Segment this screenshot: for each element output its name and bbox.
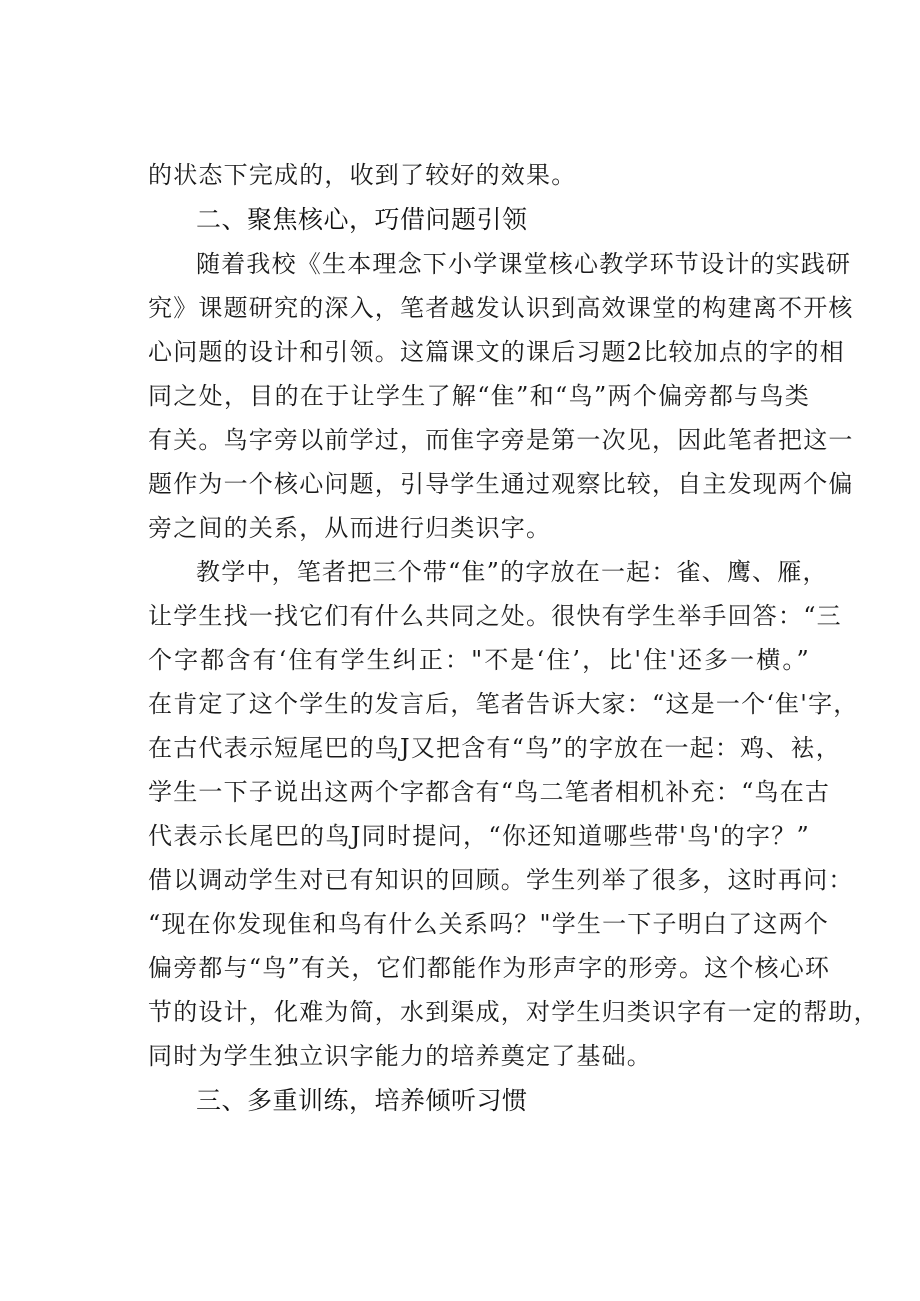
text-line: 题作为一个核心问题，引导学生通过观察比较，自主发现两个偏	[148, 470, 854, 498]
section-heading-2: 二、聚焦核心，巧借问题引领	[196, 205, 528, 234]
text-line: 同之处，目的在于让学生了解“隹”和“鸟”两个偏旁都与鸟类	[148, 382, 810, 410]
paragraph-tail: 的状态下完成的，收到了较好的效果。	[148, 161, 577, 189]
text-line: 旁之间的关系，从而进行归类识字。	[148, 514, 552, 542]
text-line: 究》课题研究的深入，笔者越发认识到高效课堂的构建离不开核	[148, 294, 854, 322]
text-line: “现在你发现隹和鸟有什么关系吗？"学生一下子明白了这两个	[148, 910, 829, 938]
text-line: 随着我校《生本理念下小学课堂核心教学环节设计的实践研	[196, 250, 852, 278]
text-line: 让学生找一找它们有什么共同之处。很快有学生举手回答：“三	[148, 602, 842, 630]
text-line: 个字都含有‘住有学生纠正："不是‘住’，比'住'还多一横。”	[148, 646, 810, 674]
text-line: 偏旁都与“鸟”有关，它们都能作为形声字的形旁。这个核心环	[148, 954, 831, 982]
text-line: 代表示长尾巴的鸟J同时提问，“你还知道哪些带'鸟'的字？”	[148, 822, 810, 850]
text-line: 心问题的设计和引领。这篇课文的课后习题2比较加点的字的相	[148, 338, 845, 366]
text-line: 学生一下子说出这两个字都含有“鸟二笔者相机补充：“鸟在古	[148, 778, 831, 806]
text-line: 教学中，笔者把三个带“隹”的字放在一起：雀、鹰、雁，	[196, 558, 828, 586]
section-heading-3: 三、多重训练，培养倾听习惯	[196, 1086, 528, 1115]
text-line: 同时为学生独立识字能力的培养奠定了基础。	[148, 1042, 652, 1070]
text-line: 有关。鸟字旁以前学过，而隹字旁是第一次见，因此笔者把这一	[148, 426, 854, 454]
text-line: 借以调动学生对已有知识的回顾。学生列举了很多，这时再问：	[148, 866, 854, 894]
text-line: 在古代表示短尾巴的鸟J又把含有“鸟”的字放在一起：鸡、袪，	[148, 734, 841, 762]
text-line: 节的设计，化难为简，水到渠成，对学生归类识字有一定的帮助，	[148, 998, 879, 1026]
text-line: 在肯定了这个学生的发言后，笔者告诉大家：“这是一个‘隹'字，	[148, 690, 859, 718]
